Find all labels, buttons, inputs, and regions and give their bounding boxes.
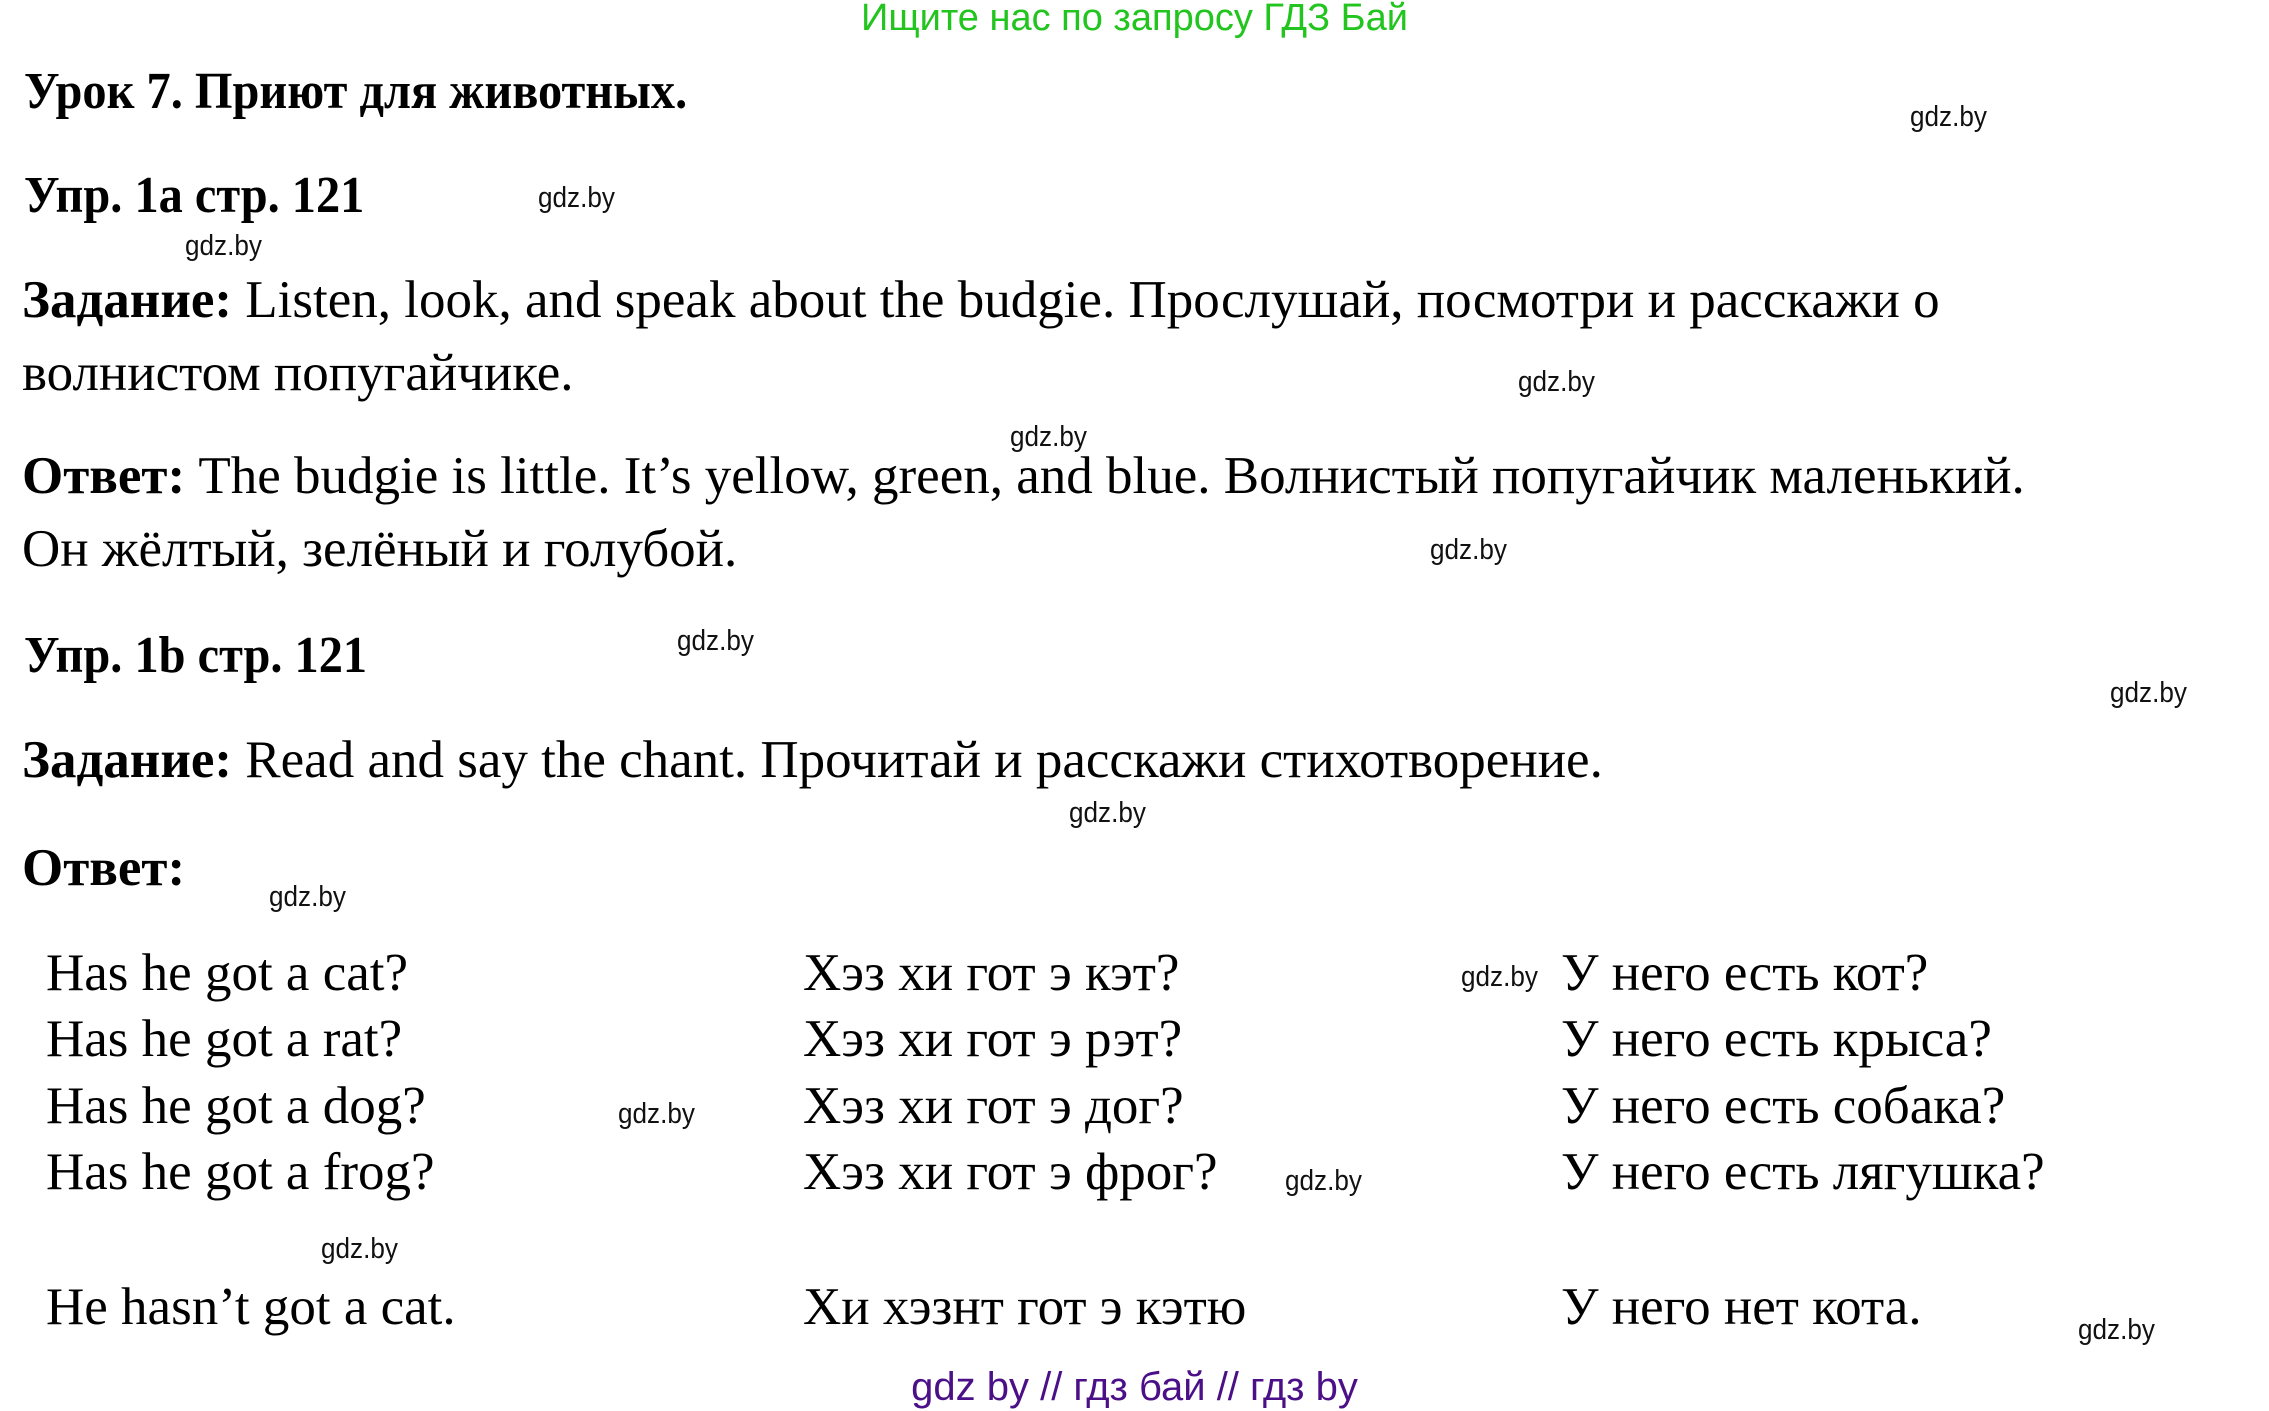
- watermark: gdz.by: [1910, 101, 1987, 133]
- watermark: gdz.by: [1285, 1165, 1362, 1197]
- exercise-1a-task-line1: [22, 270, 1940, 330]
- watermark: gdz.by: [1518, 366, 1595, 398]
- lesson-title: Урок 7. Приют для животных.: [24, 63, 688, 120]
- task-text: Read and say the chant. Прочитай и расскажи стихотворение.: [232, 731, 1603, 789]
- exercise-1a-heading: Упр. 1a стр. 121: [24, 167, 365, 224]
- task-label: Задание:: [22, 731, 233, 789]
- chant-transcription: Хэз хи гот э рэт?: [803, 1010, 1183, 1068]
- chant-transcription: Хэз хи гот э дог?: [803, 1077, 1184, 1135]
- watermark: gdz.by: [1010, 421, 1087, 453]
- chant-transcription: Хи хэзнт гот э кэтю: [803, 1278, 1247, 1336]
- chant-translation: У него нет кота.: [1561, 1278, 1922, 1336]
- exercise-1a-task-line2: волнистом попугайчике.: [22, 344, 574, 402]
- chant-english: Has he got a dog?: [46, 1077, 426, 1135]
- watermark: gdz.by: [538, 182, 615, 214]
- task-text: Listen, look, and speak about the budgie. Прослушай, посмотри и расскажи о: [232, 271, 1940, 329]
- answer-label: Ответ:: [22, 839, 186, 897]
- answer-label: Ответ:: [22, 447, 186, 505]
- exercise-1b-answer-label: [22, 838, 185, 898]
- chant-translation: У него есть собака?: [1561, 1077, 2006, 1135]
- chant-transcription: Хэз хи гот э кэт?: [803, 944, 1180, 1002]
- watermark: gdz.by: [1430, 534, 1507, 566]
- chant-english: Has he got a cat?: [46, 944, 408, 1002]
- chant-english: Has he got a frog?: [46, 1143, 435, 1201]
- watermark: gdz.by: [321, 1233, 398, 1265]
- watermark: gdz.by: [269, 881, 346, 913]
- exercise-1a-answer-line2: Он жёлтый, зелёный и голубой.: [22, 520, 738, 578]
- exercise-1a-answer-line1: [22, 446, 2025, 506]
- chant-translation: У него есть кот?: [1561, 944, 1929, 1002]
- watermark: gdz.by: [185, 230, 262, 262]
- chant-english: He hasn’t got a cat.: [46, 1278, 456, 1336]
- answer-text: The budgie is little. It’s yellow, green, and blue. Волнистый попугайчик маленький.: [185, 447, 2025, 505]
- watermark: gdz.by: [2110, 677, 2187, 709]
- chant-english: Has he got a rat?: [46, 1010, 403, 1068]
- chant-translation: У него есть лягушка?: [1561, 1143, 2045, 1201]
- exercise-1b-heading: Упр. 1b стр. 121: [24, 627, 368, 684]
- footer-watermark: gdz by // гдз бай // гдз by: [911, 1365, 1358, 1409]
- exercise-1b-task-line1: [22, 730, 1603, 790]
- watermark: gdz.by: [1461, 961, 1538, 993]
- chant-transcription: Хэз хи гот э фрог?: [803, 1143, 1218, 1201]
- watermark: gdz.by: [618, 1098, 695, 1130]
- watermark: gdz.by: [677, 625, 754, 657]
- watermark: gdz.by: [2078, 1314, 2155, 1346]
- chant-translation: У него есть крыса?: [1561, 1010, 1992, 1068]
- search-banner: Ищите нас по запросу ГДЗ Бай: [861, 0, 1408, 39]
- task-label: Задание:: [22, 271, 233, 329]
- watermark: gdz.by: [1069, 797, 1146, 829]
